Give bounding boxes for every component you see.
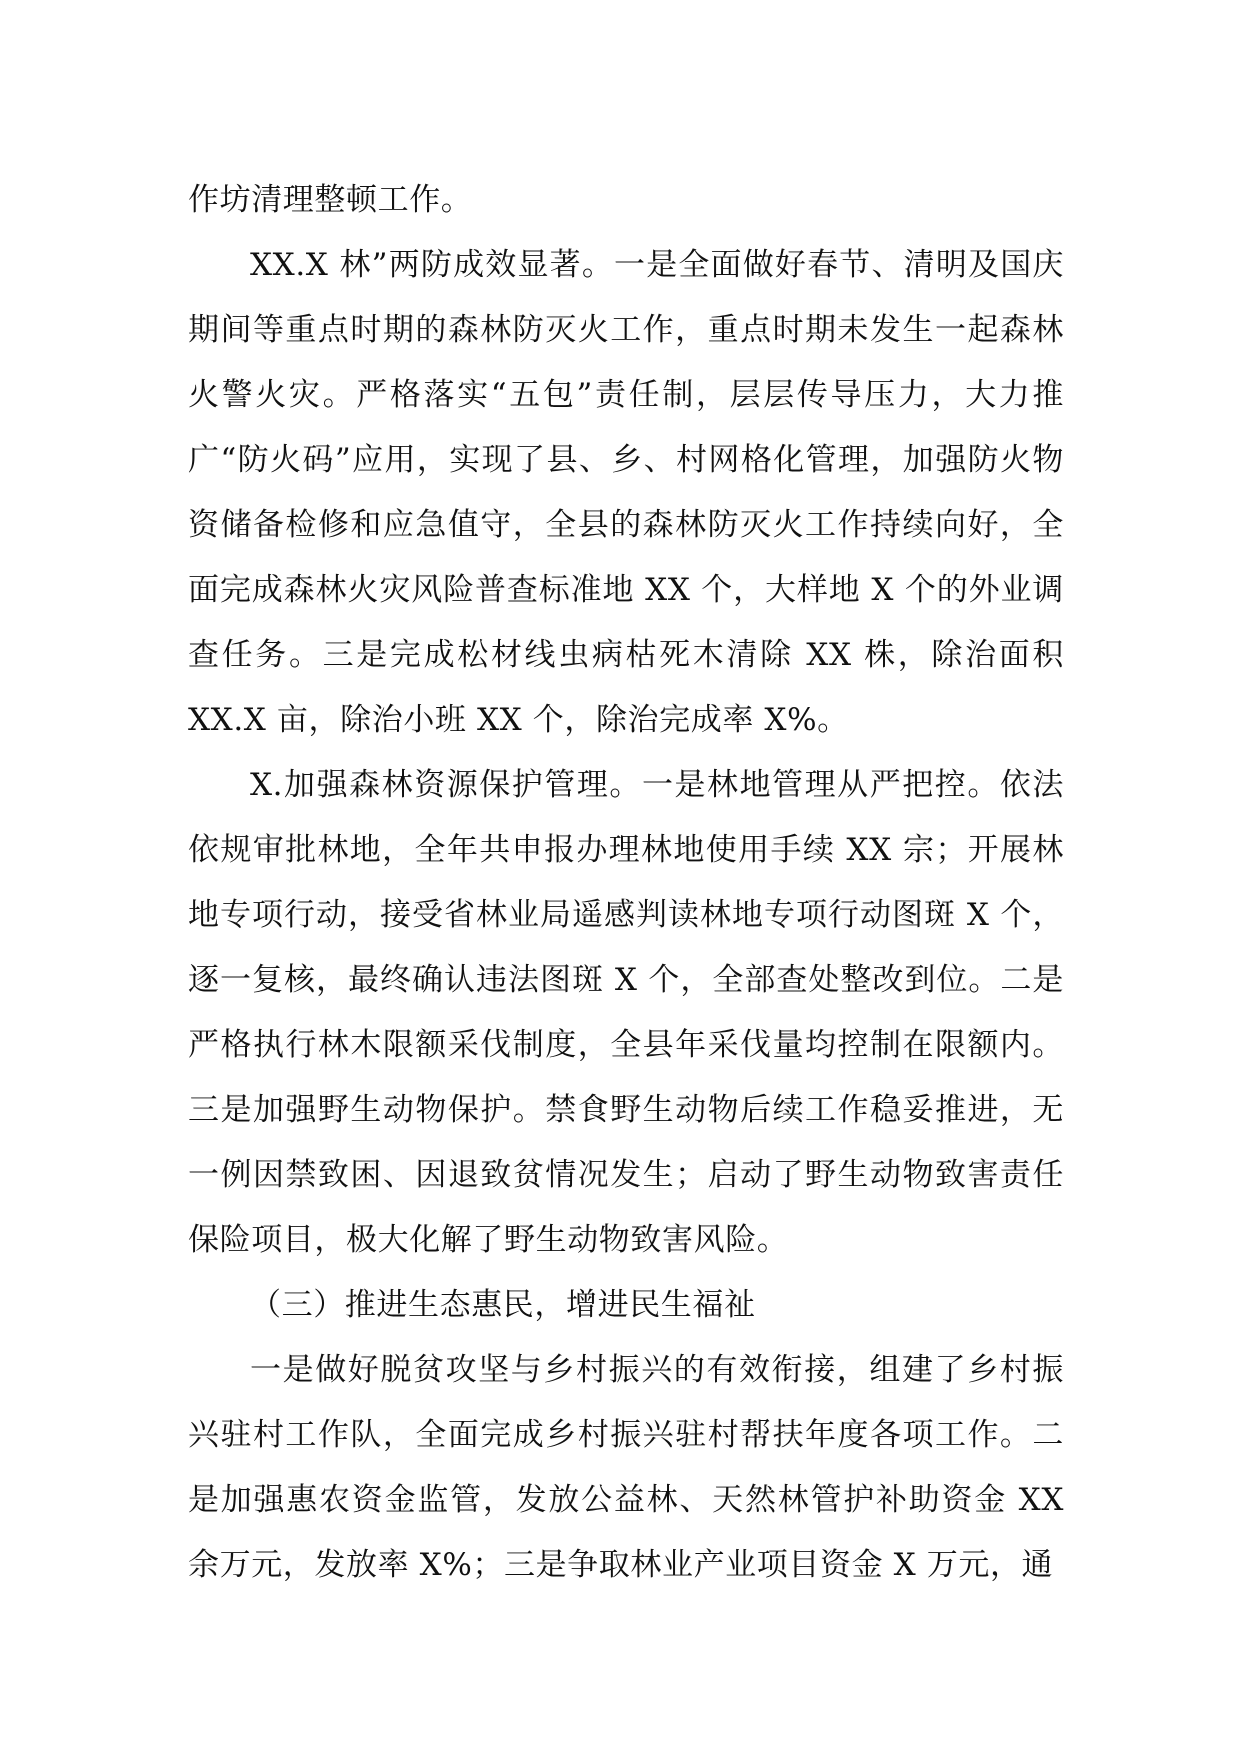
paragraph-ecological-benefits: 一是做好脱贫攻坚与乡村振兴的有效衔接，组建了乡村振兴驻村工作队，全面完成乡村振兴驻村帮扶年度各项工作。二是加强惠农资金监管，发放公益林、天然林管护补助资金 XX 余万元，发放率 X%；三是争取林业产业项目资金 X 万元，通 [188, 1352, 1064, 1583]
document-body [188, 168, 1064, 1598]
paragraph-forest-protection: X.加强森林资源保护管理。一是林地管理从严把控。依法依规审批林地，全年共申报办理林地使用手续 XX 宗；开展林地专项行动，接受省林业局遥感判读林地专项行动图斑 X 个，逐一复核，最终确认违法图斑 X 个，全部查处整改到位。二是严格执行林木限额采伐制度，全县年采伐量均控制在限额内。三是加强野生动物保护。禁食野生动物后续工作稳妥推进，无一例因禁致困、因退致贫情况发生；启动了野生动物致害责任保险项目，极大化解了野生动物致害风险。 [188, 767, 1064, 1258]
section-heading: （三）推进生态惠民，增进民生福祉 [250, 1287, 756, 1323]
paragraph-fire-prevention: XX.X 林”两防成效显著。一是全面做好春节、清明及国庆期间等重点时期的森林防灭火工作，重点时期未发生一起森林火警火灾。严格落实“五包”责任制，层层传导压力，大力推广“防火码”应用，实现了县、乡、村网格化管理，加强防火物资储备检修和应急值守，全县的森林防灭火工作持续向好，全面完成森林火灾风险普查标准地 XX 个，大样地 X 个的外业调查任务。三是完成松材线虫病枯死木清除 XX 株，除治面积 XX.X 亩，除治小班 XX 个，除治完成率 X%。 [188, 247, 1064, 738]
paragraph-continuation: 作坊清理整顿工作。 [188, 182, 473, 218]
